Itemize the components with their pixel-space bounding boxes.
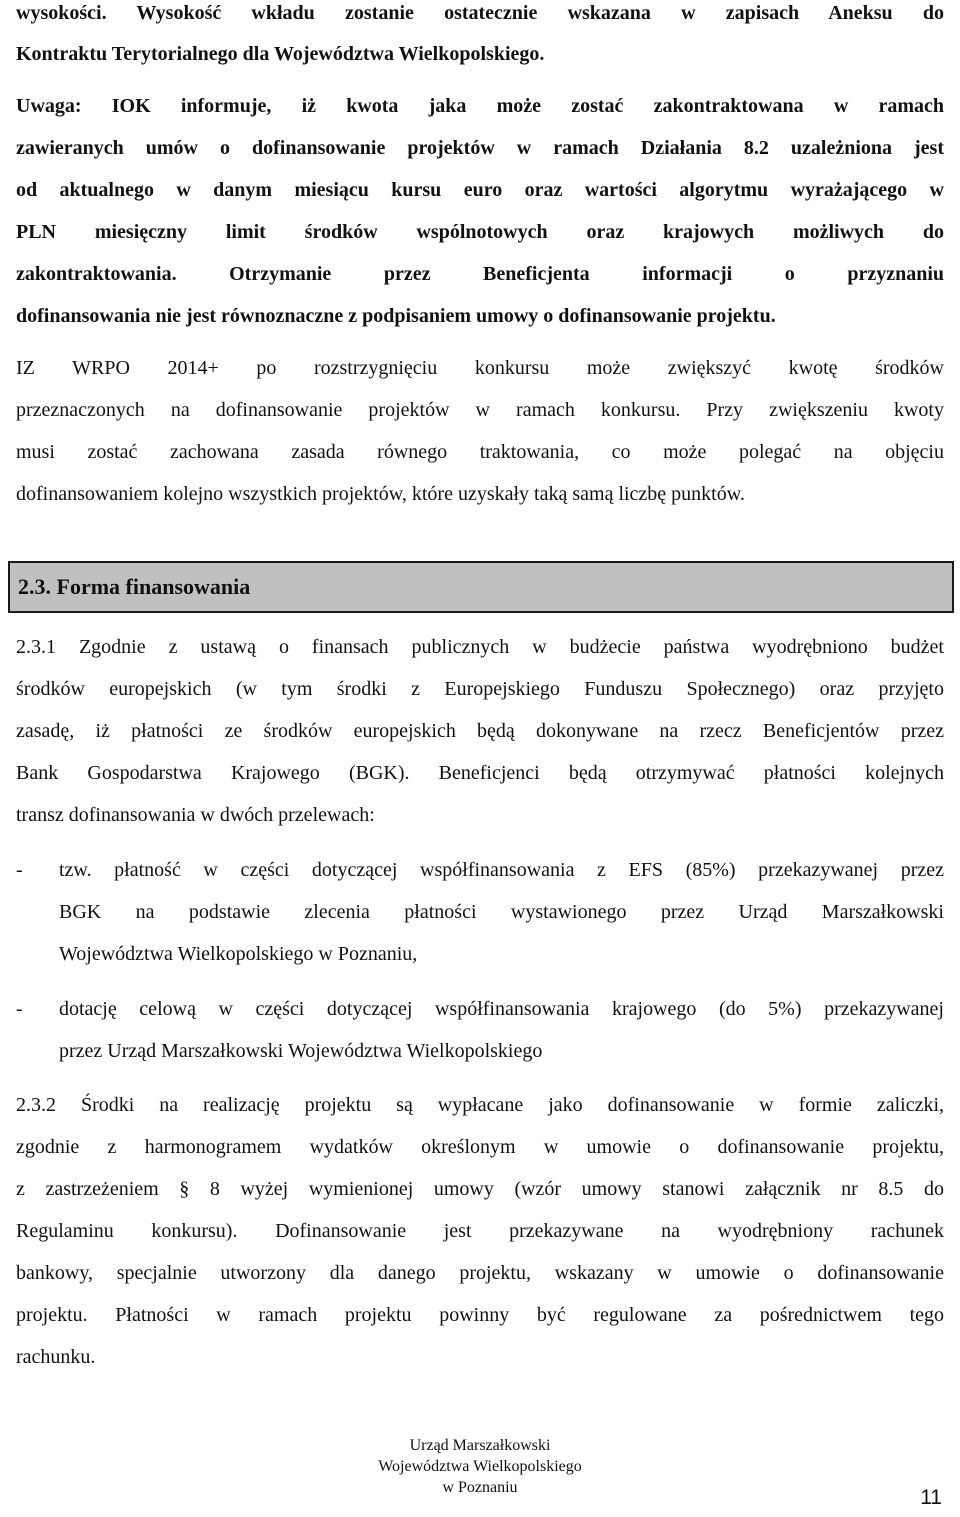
paragraph-line: projektu. Płatności w ramach projektu powinny być regulowane za pośrednictwem tego xyxy=(16,1304,944,1326)
list-bullet-marker: - xyxy=(16,998,23,1020)
paragraph-line: musi zostać zachowana zasada równego traktowania, co może polegać na objęciu xyxy=(16,441,944,463)
paragraph-line: przeznaczonych na dofinansowanie projektów w ramach konkursu. Przy zwiększeniu kwoty xyxy=(16,399,944,421)
paragraph-line: Regulaminu konkursu). Dofinansowanie jest przekazywane na wyodrębniony rachunek xyxy=(16,1220,944,1242)
section-heading-box xyxy=(8,561,954,613)
paragraph-line: PLN miesięczny limit środków wspólnotowych oraz krajowych możliwych do xyxy=(16,221,944,243)
section-heading: 2.3. Forma finansowania xyxy=(18,574,251,599)
paragraph-line: rachunku. xyxy=(16,1346,96,1368)
footer-line: w Poznaniu xyxy=(442,1479,518,1496)
list-item-line: BGK na podstawie zlecenia płatności wystawionego przez Urząd Marszałkowski xyxy=(59,901,944,923)
footer-line: Województwa Wielkopolskiego xyxy=(378,1458,582,1475)
paragraph-line: zgodnie z harmonogramem wydatków określonym w umowie o dofinansowanie projektu, xyxy=(16,1136,944,1158)
paragraph-line: transz dofinansowania w dwóch przelewach: xyxy=(16,804,375,826)
footer-line: Urząd Marszałkowski xyxy=(409,1437,551,1454)
list-item-line: Województwa Wielkopolskiego w Poznaniu, xyxy=(59,943,418,965)
paragraph-line: od aktualnego w danym miesiącu kursu euro oraz wartości algorytmu wyrażającego w xyxy=(16,179,944,201)
paragraph-line: z zastrzeżeniem § 8 wyżej wymienionej umowy (wzór umowy stanowi załącznik nr 8.5 do xyxy=(16,1178,944,1200)
page-number: 11 xyxy=(920,1486,942,1509)
list-item-line: tzw. płatność w części dotyczącej współfinansowania z EFS (85%) przekazywanej przez xyxy=(59,859,944,881)
paragraph-line: Bank Gospodarstwa Krajowego (BGK). Beneficjenci będą otrzymywać płatności kolejnych xyxy=(16,762,944,784)
paragraph-line: środków europejskich (w tym środki z Europejskiego Funduszu Społecznego) oraz przyjęto xyxy=(16,678,944,700)
list-item-line: przez Urząd Marszałkowski Województwa Wielkopolskiego xyxy=(59,1040,543,1062)
paragraph-line: zasadę, iż płatności ze środków europejskich będą dokonywane na rzecz Beneficjentów przez xyxy=(16,720,944,742)
paragraph-line: zakontraktowania. Otrzymanie przez Beneficjenta informacji o przyznaniu xyxy=(16,263,944,285)
paragraph-line: Uwaga: IOK informuje, iż kwota jaka może zostać zakontraktowana w ramach xyxy=(16,95,944,117)
paragraph-line: dofinansowaniem kolejno wszystkich projektów, które uzyskały taką samą liczbę punktów. xyxy=(16,483,745,505)
paragraph-line: Kontraktu Terytorialnego dla Województwa Wielkopolskiego. xyxy=(16,43,545,65)
paragraph-line: bankowy, specjalnie utworzony dla danego projektu, wskazany w umowie o dofinansowanie xyxy=(16,1262,944,1284)
paragraph-line: 2.3.2 Środki na realizację projektu są wypłacane jako dofinansowanie w formie zaliczki, xyxy=(16,1094,944,1116)
paragraph-line: IZ WRPO 2014+ po rozstrzygnięciu konkursu może zwiększyć kwotę środków xyxy=(16,357,944,379)
paragraph-line: wysokości. Wysokość wkładu zostanie ostatecznie wskazana w zapisach Aneksu do xyxy=(16,2,944,24)
paragraph-line: 2.3.1 Zgodnie z ustawą o finansach publicznych w budżecie państwa wyodrębniono budżet xyxy=(16,636,944,658)
list-item-line: dotację celową w części dotyczącej współfinansowania krajowego (do 5%) przekazywanej xyxy=(59,998,944,1020)
list-bullet-marker: - xyxy=(16,859,23,881)
paragraph-line: dofinansowania nie jest równoznaczne z podpisaniem umowy o dofinansowanie projektu. xyxy=(16,305,776,327)
paragraph-line: zawieranych umów o dofinansowanie projektów w ramach Działania 8.2 uzależniona jest xyxy=(16,137,944,159)
